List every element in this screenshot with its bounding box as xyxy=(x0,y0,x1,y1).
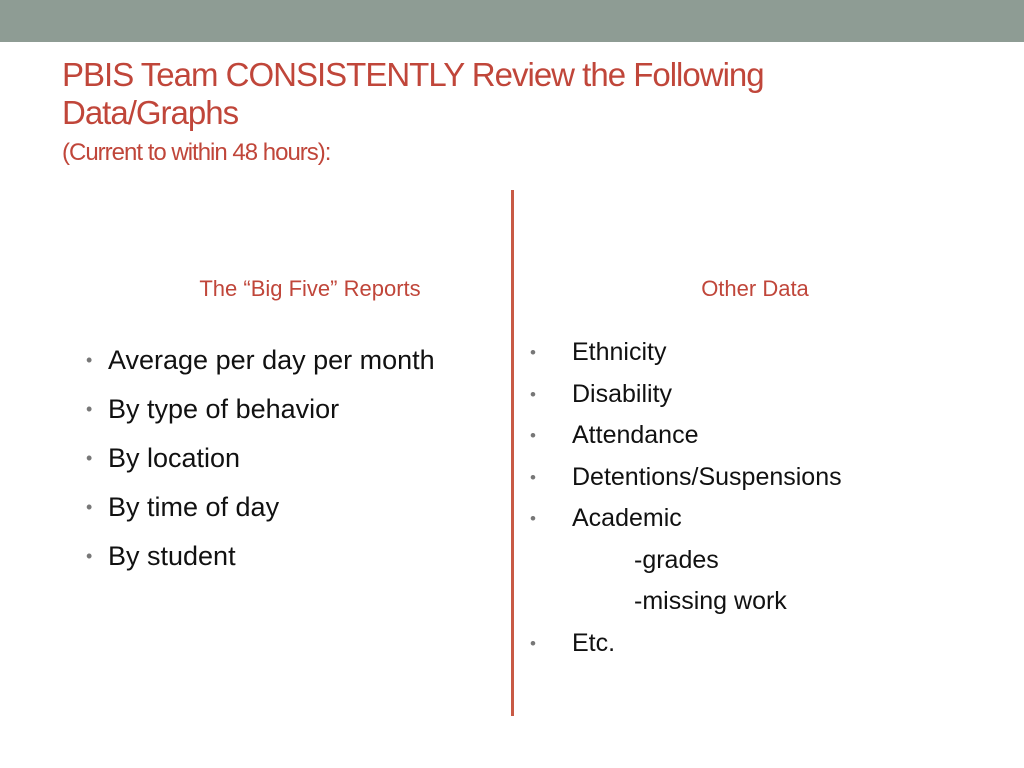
list-item-label: -missing work xyxy=(634,587,787,615)
list-item xyxy=(530,498,1000,540)
bullet-icon: • xyxy=(530,384,536,404)
list-item xyxy=(86,487,486,527)
list-item-label: By location xyxy=(108,443,241,473)
list-item xyxy=(530,374,1000,416)
list-item xyxy=(530,623,1000,665)
list-item-label: Etc. xyxy=(572,628,616,657)
list-item xyxy=(86,438,486,478)
bullet-icon: • xyxy=(530,343,536,362)
list-item-label: By time of day xyxy=(108,492,280,522)
list-item-label: Attendance xyxy=(572,421,699,449)
title-subtitle: (Current to within 48 hours): xyxy=(62,139,331,166)
sub-list-item xyxy=(530,581,1000,623)
bullet-icon: • xyxy=(86,448,93,468)
list-item xyxy=(86,340,486,380)
bullet-icon: • xyxy=(86,546,93,566)
list-item-label: By type of behavior xyxy=(108,394,340,424)
bullet-icon: • xyxy=(530,426,536,445)
bullet-icon: • xyxy=(530,633,536,653)
list-item xyxy=(86,389,486,429)
list-item xyxy=(530,457,1000,499)
column-divider xyxy=(511,190,514,716)
right-column-heading: Other Data xyxy=(701,276,809,301)
top-band xyxy=(0,0,1024,42)
title-line-1: PBIS Team CONSISTENTLY Review the Following xyxy=(62,56,764,93)
bullet-icon: • xyxy=(530,509,536,528)
list-item xyxy=(530,332,1000,374)
bullet-icon: • xyxy=(530,467,536,487)
big-five-list xyxy=(86,340,486,585)
slide-title xyxy=(62,56,962,170)
list-item-label: Disability xyxy=(572,379,673,408)
bullet-icon: • xyxy=(86,350,93,370)
list-item-label: Average per day per month xyxy=(108,345,435,375)
sub-list-item xyxy=(530,540,1000,582)
left-column-heading: The “Big Five” Reports xyxy=(199,276,421,301)
list-item-label: Academic xyxy=(572,504,682,532)
bullet-icon: • xyxy=(86,399,93,419)
other-data-list xyxy=(530,332,1000,664)
list-item-label: -grades xyxy=(634,545,719,574)
list-item xyxy=(86,536,486,576)
list-item-label: Ethnicity xyxy=(572,338,667,366)
title-line-2: Data/Graphs xyxy=(62,94,239,131)
bullet-icon: • xyxy=(86,497,93,517)
list-item-label: Detentions/Suspensions xyxy=(572,462,842,491)
list-item xyxy=(530,415,1000,457)
list-item-label: By student xyxy=(108,541,236,571)
